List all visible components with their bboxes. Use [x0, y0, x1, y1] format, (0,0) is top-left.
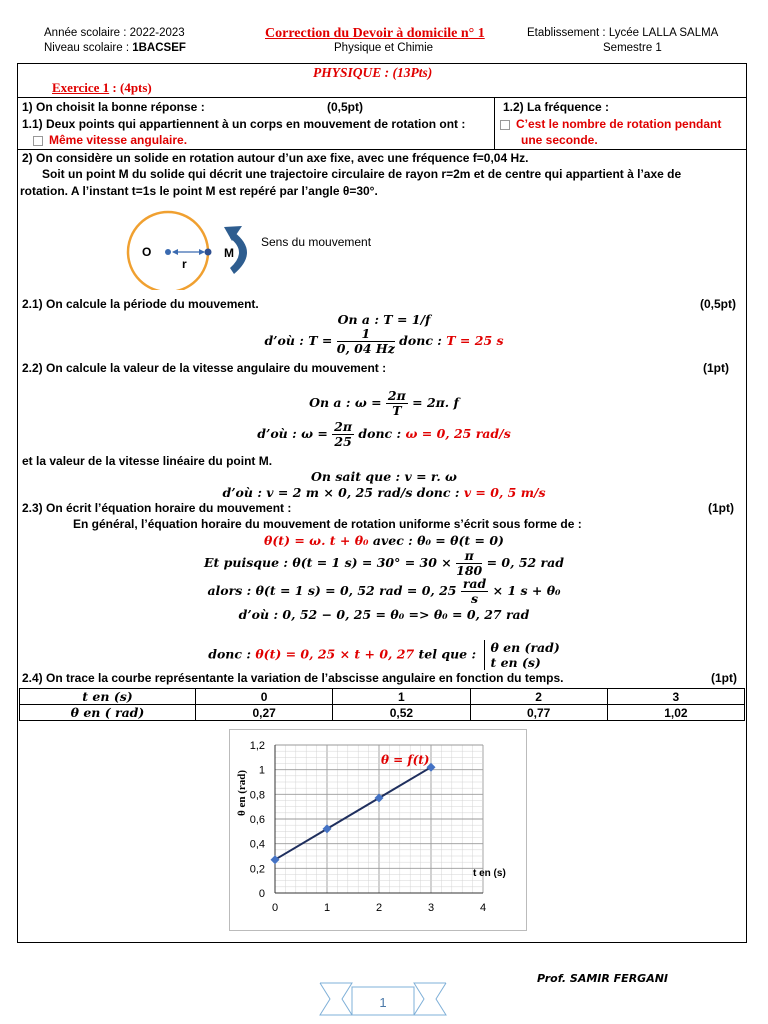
q22-linear-text: et la valeur de la vitesse linéaire du point M.	[22, 454, 273, 468]
q23-line3	[0, 577, 768, 606]
q23-line2-post: = 0, 52 rad	[482, 555, 564, 570]
fraction	[332, 420, 354, 449]
level-value: 1BACSEF	[132, 42, 186, 54]
chart-frame	[230, 730, 527, 931]
q22-velocity-result: v = 0, 5 m/s	[463, 485, 546, 500]
table-cell: t en (s)	[20, 689, 196, 705]
q22-result: ω = 0, 25 rad/s	[405, 426, 511, 441]
fraction	[456, 549, 482, 578]
fraction-denominator: s	[471, 591, 479, 606]
fraction-numerator: 2π	[334, 419, 353, 434]
x-tick-label: 2	[375, 902, 383, 914]
q21-result: T = 25 s	[446, 333, 504, 348]
q23-points: (1pt)	[708, 501, 734, 515]
checkbox-icon	[500, 120, 510, 130]
q21-line2-pre: d’où : T =	[264, 333, 337, 348]
table-row	[20, 689, 745, 705]
q1-heading: 1) On choisit la bonne réponse :	[22, 100, 205, 114]
q23-line5-mid: tel que :	[414, 646, 477, 662]
label-o: O	[142, 245, 152, 259]
fraction-numerator: rad	[462, 576, 487, 591]
q22-line2	[0, 420, 768, 449]
fraction	[337, 327, 395, 356]
q11-answer-text: Même vitesse angulaire.	[49, 133, 188, 147]
q24-heading: 2.4) On trace la courbe représentante la variation de l’abscisse angulaire en fonction du temps.	[22, 671, 564, 685]
units-brace	[484, 640, 559, 670]
column-divider	[494, 97, 495, 149]
q2-intro-3: rotation. A l’instant t=1s le point M est repéré par l’angle θ=30°.	[20, 184, 378, 198]
fraction-numerator: π	[456, 549, 482, 564]
q12-answer-line1	[500, 117, 721, 131]
exercise-title-main: Exercice 1	[52, 80, 110, 95]
banner-right-icon	[414, 983, 446, 1015]
theta-chart	[229, 729, 527, 931]
level-label: Niveau scolaire :	[44, 42, 133, 54]
subject: Physique et Chimie	[334, 42, 434, 54]
table-cell: 0,27	[196, 705, 333, 721]
table-row	[20, 705, 745, 721]
q12-answer-text: C’est le nombre de rotation pendant	[516, 117, 722, 131]
exercise-title	[52, 80, 152, 96]
establishment: Etablissement : Lycée LALLA SALMA	[527, 27, 719, 39]
q23-final-equation: θ(t) = 0, 25 × t + 0, 27	[255, 646, 415, 662]
table-cell: 0,52	[333, 705, 470, 721]
table-cell: 0	[196, 689, 333, 705]
direction-label: Sens du mouvement	[261, 235, 372, 249]
x-tick-label: 3	[427, 902, 435, 914]
q21-line2-mid: donc :	[394, 333, 447, 348]
q21-line2	[0, 327, 768, 356]
q23-line4: d’où : 0, 52 − 0, 25 = θ₀ => θ₀ = 0, 27 rad	[238, 607, 530, 622]
q21-points: (0,5pt)	[700, 297, 736, 311]
q23-line5	[0, 640, 768, 670]
y-tick-label: 0	[258, 888, 265, 900]
data-table	[19, 688, 745, 721]
exercise-title-rest: : (4pts)	[109, 80, 152, 95]
q23-line3-pre: alors : θ(t = 1 s) = 0, 52 rad = 0, 25	[207, 583, 461, 598]
school-year: Année scolaire : 2022-2023	[44, 27, 185, 39]
fraction-denominator: 25	[334, 434, 352, 449]
divider	[17, 149, 747, 150]
q22-line1-pre: On a : ω =	[309, 395, 386, 410]
q24-points: (1pt)	[711, 671, 737, 685]
unit-theta: θ en (rad)	[490, 640, 560, 655]
table-cell: 2	[470, 689, 607, 705]
q22-line4-pre: d’où : v = 2 m × 0, 25 rad/s donc :	[222, 485, 464, 500]
banner-left-icon	[320, 983, 352, 1015]
q23-line2-pre: Et puisque : θ(t = 1 s) = 30° = 30 ×	[203, 555, 457, 570]
y-tick-label: 0,2	[249, 863, 265, 876]
q22-line2-mid: donc :	[354, 426, 406, 441]
q23-line1	[0, 533, 768, 548]
x-tick-label: 4	[479, 902, 487, 914]
q11-question: 1.1) Deux points qui appartiennent à un corps en mouvement de rotation ont :	[22, 117, 466, 131]
q23-line2	[0, 549, 768, 578]
q12-answer-line2: une seconde.	[521, 133, 598, 147]
q23-general: En général, l’équation horaire du mouvement de rotation uniforme s’écrit sous forme de :	[73, 517, 582, 531]
page-number: 1	[379, 995, 387, 1010]
fraction	[461, 577, 488, 606]
table-cell: 3	[607, 689, 744, 705]
y-tick-label: 1,2	[249, 740, 265, 752]
level	[44, 42, 186, 54]
q22-line1-post: = 2π. f	[407, 395, 459, 410]
q2-intro-2: Soit un point M du solide qui décrit une trajectoire circulaire de rayon r=2m et de centre qui appartient à l’axe de	[22, 167, 682, 181]
q22-points: (1pt)	[703, 361, 729, 375]
table-cell: 1,02	[607, 705, 744, 721]
fraction	[386, 389, 408, 418]
fraction-numerator: 1	[337, 327, 395, 342]
q22-line4	[0, 485, 768, 500]
q23-heading: 2.3) On écrit l’équation horaire du mouvement :	[22, 501, 292, 515]
divider	[17, 97, 747, 98]
q22-heading: 2.2) On calcule la valeur de la vitesse angulaire du mouvement :	[22, 361, 387, 375]
fraction-numerator: 2π	[387, 388, 406, 403]
y-tick-label: 0,8	[249, 789, 265, 802]
chart-title: θ = f(t)	[381, 753, 430, 767]
x-tick-label: 1	[323, 902, 331, 914]
q23-general-equation: θ(t) = ω. t + θ₀	[264, 533, 369, 548]
y-axis-label: θ en (rad)	[236, 769, 248, 817]
page-title: Correction du Devoir à domicile n° 1	[265, 26, 485, 41]
arrow-head-icon	[172, 249, 178, 255]
y-tick-label: 0,4	[249, 838, 265, 851]
q11-answer	[33, 133, 187, 147]
q1-points: (0,5pt)	[327, 100, 363, 114]
y-tick-label: 1	[258, 764, 265, 777]
q21-line1: On a : T = 1/f	[337, 312, 431, 327]
q22-line2-pre: d’où : ω =	[257, 426, 333, 441]
unit-t: t en (s)	[490, 655, 541, 670]
checkbox-icon	[33, 136, 43, 146]
fraction-denominator: T	[392, 403, 402, 418]
rotation-diagram	[120, 210, 280, 290]
point-m	[205, 249, 212, 256]
table-cell: 1	[333, 689, 470, 705]
x-axis-label: t en (s)	[473, 868, 506, 879]
table-cell: θ en ( rad)	[20, 705, 196, 721]
q23-line3-post: × 1 s + θ₀	[488, 583, 561, 598]
author: Prof. SAMIR FERGANI	[537, 972, 669, 985]
semester: Semestre 1	[603, 42, 662, 54]
arrow-head-icon	[199, 249, 205, 255]
fraction-denominator: 0, 04 Hz	[336, 341, 395, 356]
q23-line1-rest: avec : θ₀ = θ(t = 0)	[368, 533, 504, 548]
page-number-banner	[318, 979, 448, 1019]
y-tick-label: 0,6	[249, 814, 265, 826]
section-title: PHYSIQUE : (13Pts)	[313, 65, 433, 80]
center-point	[165, 249, 171, 255]
x-tick-label: 0	[271, 902, 279, 914]
label-m: M	[224, 246, 234, 260]
q22-line1	[0, 389, 768, 418]
fraction-denominator: 180	[456, 563, 483, 578]
table-cell: 0,77	[470, 705, 607, 721]
label-r: r	[182, 257, 187, 271]
q23-line5-pre: donc :	[208, 646, 256, 662]
q21-heading: 2.1) On calcule la période du mouvement.	[22, 297, 259, 311]
q2-intro-1: 2) On considère un solide en rotation autour d’un axe fixe, avec une fréquence f=0,04 Hz.	[22, 151, 529, 165]
q12-question: 1.2) La fréquence :	[503, 100, 610, 114]
q22-line3: On sait que : v = r. ω	[311, 469, 457, 484]
